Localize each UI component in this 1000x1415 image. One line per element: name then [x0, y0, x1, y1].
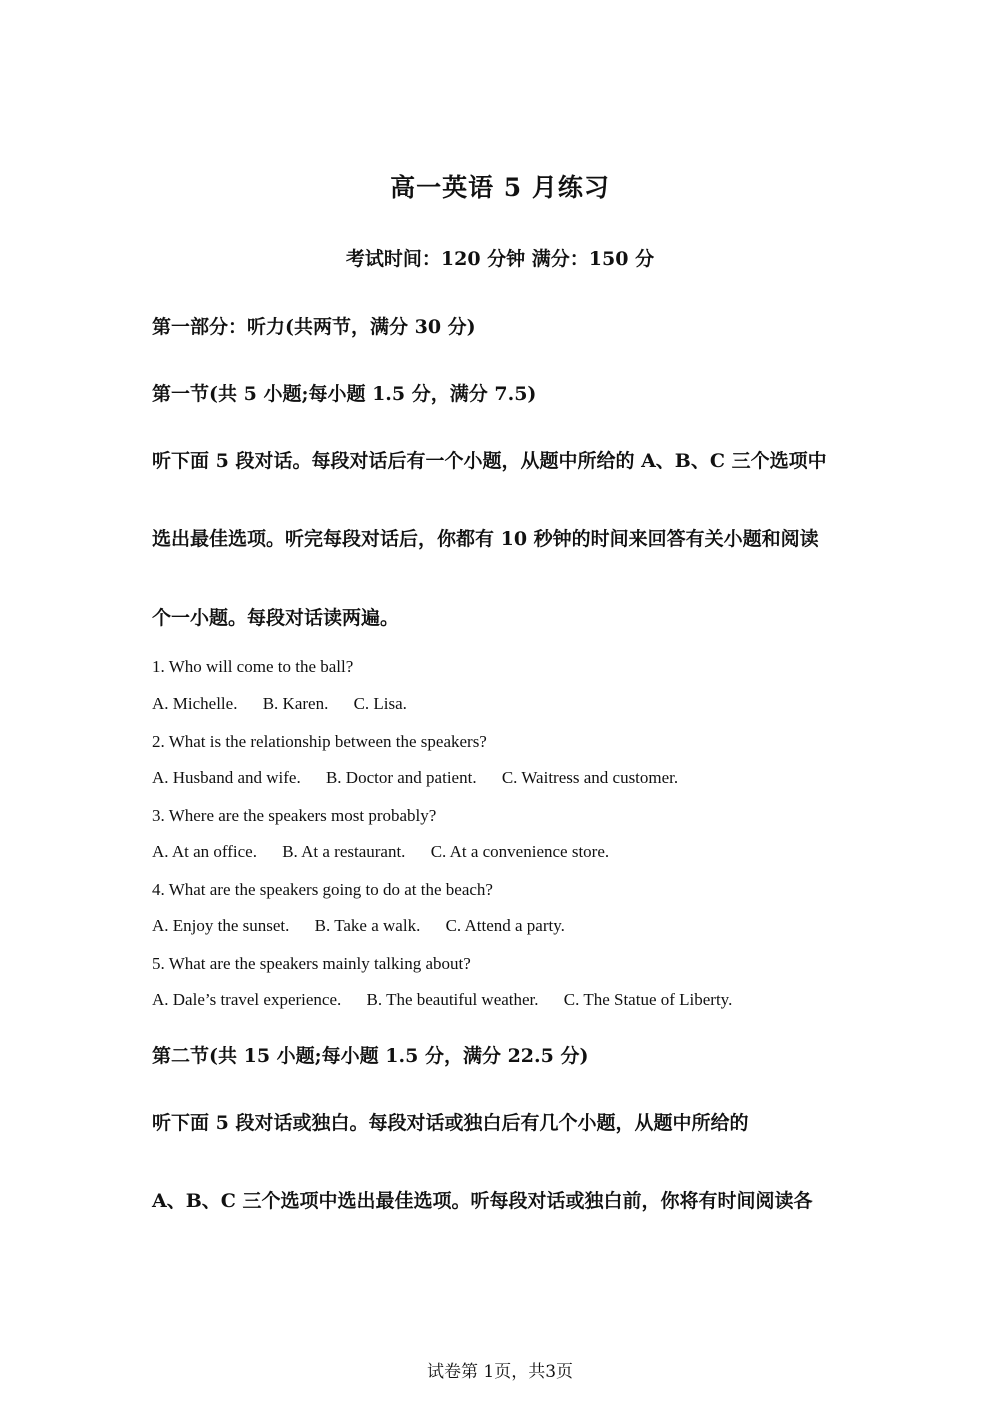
question-stem-5: 5. What are the speakers mainly talking about?: [152, 954, 471, 973]
section2-instruction-line: A、B、C 三个选项中选出最佳选项。听每段对话或独白前，你将有时间阅读各: [152, 1190, 813, 1212]
option-c: C. At a convenience store.: [430, 842, 610, 861]
question-options-2: [152, 768, 699, 788]
option-c: C. Attend a party.: [445, 916, 565, 935]
option-a: A. Enjoy the sunset.: [152, 916, 290, 935]
option-c: C. The Statue of Liberty.: [563, 990, 733, 1009]
section2-heading: 第二节(共 15 小题;每小题 1.5 分，满分 22.5 分): [152, 1045, 589, 1067]
question-options-5: [152, 990, 753, 1010]
document-title: 高一英语 5 月练习: [390, 173, 610, 202]
section1-instruction-line: 个一小题。每段对话读两遍。: [152, 607, 400, 629]
option-b: B. The beautiful weather.: [366, 990, 539, 1009]
question-stem-1: 1. Who will come to the ball?: [152, 657, 354, 676]
option-a: A. Dale’s travel experience.: [152, 990, 342, 1009]
option-a: A. Michelle.: [152, 694, 238, 713]
option-b: B. Karen.: [262, 694, 329, 713]
question-options-1: [152, 694, 428, 714]
exam-info: 考试时间：120 分钟 满分：150 分: [345, 248, 655, 270]
question-stem-3: 3. Where are the speakers most probably?: [152, 806, 437, 825]
question-options-3: [152, 842, 630, 862]
page-footer: 试卷第 1页，共3页: [426, 1362, 574, 1382]
part1-heading: 第一部分：听力(共两节，满分 30 分): [152, 316, 476, 338]
question-options-4: [152, 916, 586, 936]
question-stem-4: 4. What are the speakers going to do at the beach?: [152, 880, 493, 899]
option-a: A. Husband and wife.: [152, 768, 301, 787]
option-b: B. Doctor and patient.: [325, 768, 477, 787]
section1-instruction-line: 听下面 5 段对话。每段对话后有一个小题，从题中所给的 A、B、C 三个选项中: [152, 450, 827, 472]
option-b: B. At a restaurant.: [282, 842, 406, 861]
section1-instruction-line: 选出最佳选项。听完每段对话后，你都有 10 秒钟的时间来回答有关小题和阅读: [152, 528, 819, 550]
section2-instruction-line: 听下面 5 段对话或独白。每段对话或独白后有几个小题，从题中所给的: [152, 1112, 749, 1134]
option-b: B. Take a walk.: [314, 916, 421, 935]
section1-heading: 第一节(共 5 小题;每小题 1.5 分，满分 7.5): [152, 383, 537, 405]
option-c: C. Waitress and customer.: [501, 768, 679, 787]
question-stem-2: 2. What is the relationship between the speakers?: [152, 732, 487, 751]
option-c: C. Lisa.: [353, 694, 407, 713]
option-a: A. At an office.: [152, 842, 257, 861]
